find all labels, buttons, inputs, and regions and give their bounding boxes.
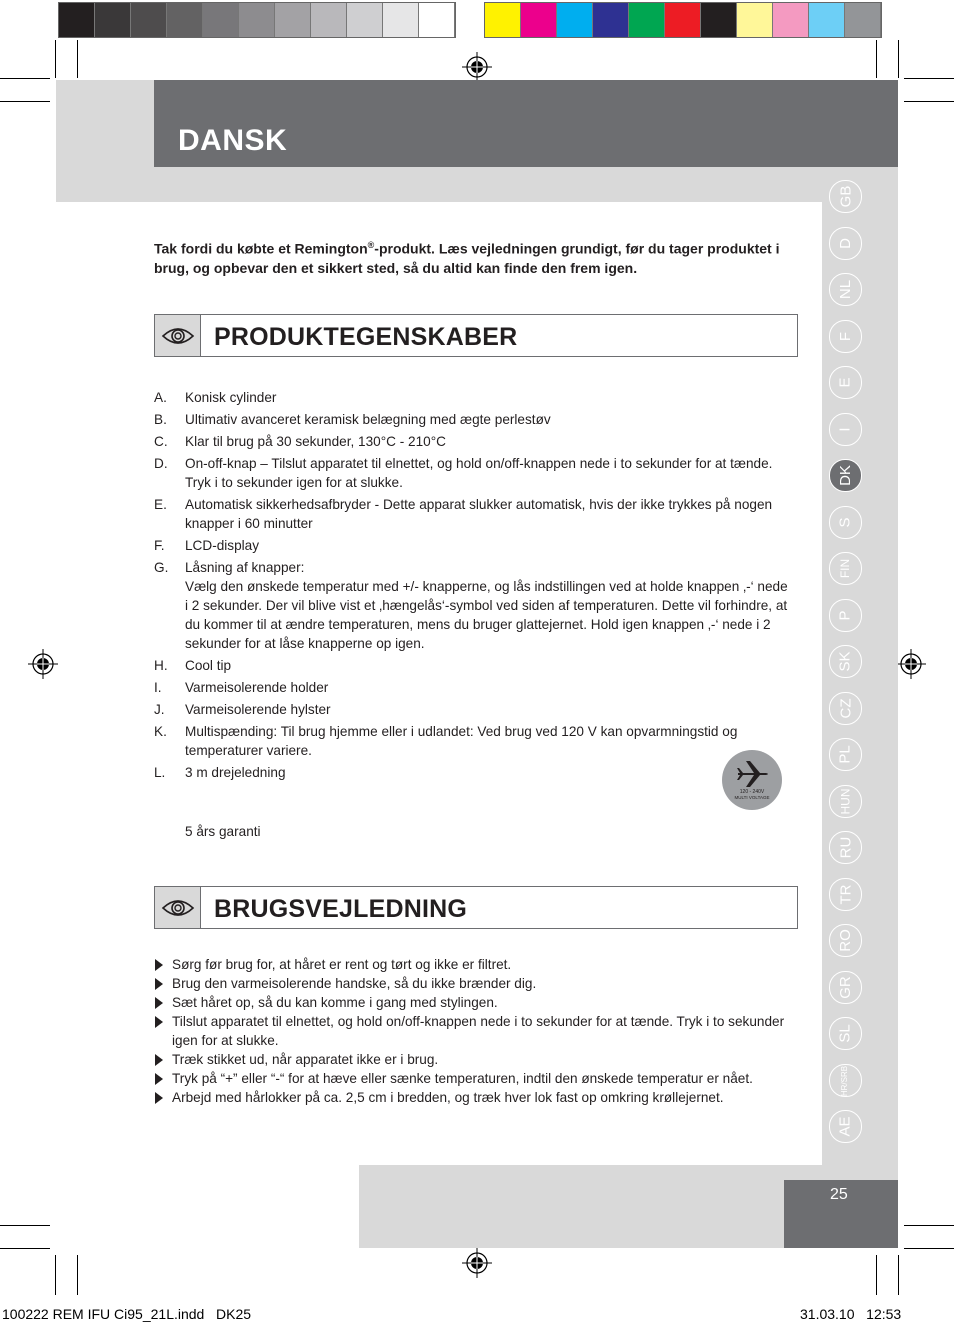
crop-mark	[55, 40, 56, 78]
crop-mark	[0, 78, 50, 79]
feature-text: Låsning af knapper:	[185, 560, 305, 575]
language-tab-sl[interactable]	[829, 1017, 862, 1050]
feature-item	[154, 410, 794, 429]
eye-icon-box	[155, 887, 201, 928]
file-slug: 100222 REM IFU Ci95_21L.indd DK25	[2, 1306, 252, 1322]
feature-item	[154, 495, 794, 533]
feature-letter: D.	[154, 456, 168, 471]
feature-text: Klar til brug på 30 sekunder, 130°C - 210°C	[185, 434, 446, 449]
language-tab-dk[interactable]	[829, 459, 862, 492]
color-swatch	[737, 3, 773, 37]
color-swatch	[593, 3, 629, 37]
airplane-icon	[722, 750, 782, 810]
language-tab-label: FIN	[838, 558, 852, 579]
intro-text-end: -produkt. Læs vejledningen grundigt, før du tager produktet i brug, og opbevar den et sikkert sted, så du altid kan finde den frem igen.	[154, 240, 780, 276]
features-section-header	[154, 314, 798, 357]
crop-mark	[55, 1255, 56, 1295]
crop-mark	[0, 101, 50, 102]
feature-item	[154, 454, 794, 492]
feature-item	[154, 656, 794, 675]
feature-letter: C.	[154, 434, 168, 449]
color-swatch	[809, 3, 845, 37]
feature-text: 3 m drejeledning	[185, 765, 286, 780]
multi-voltage-label: MULTI VOLTAGE	[734, 795, 770, 800]
grey-ramp-colorbar	[58, 2, 456, 38]
language-tab-label: CZ	[837, 698, 854, 719]
feature-text: LCD-display	[185, 538, 260, 553]
color-swatch	[131, 3, 167, 37]
usage-text: Sørg før brug for, at håret er rent og tørt og ikke er filtret.	[172, 957, 512, 972]
language-tab-nl[interactable]	[829, 273, 862, 306]
usage-text: Sæt håret op, så du kan komme i gang med stylingen.	[172, 995, 498, 1010]
language-tab-gb[interactable]	[829, 180, 862, 213]
color-swatch	[59, 3, 95, 37]
usage-title: BRUGSVEJLEDNING	[214, 895, 468, 923]
intro-paragraph	[154, 236, 794, 278]
crop-mark	[904, 1248, 954, 1249]
feature-letter: A.	[154, 390, 167, 405]
language-tab-label: E	[836, 377, 854, 388]
usage-text: Træk stikket ud, når apparatet ikke er i brug.	[172, 1052, 439, 1067]
language-tab-label: P	[836, 610, 854, 621]
color-swatch	[521, 3, 557, 37]
feature-item	[154, 388, 794, 407]
eye-icon-box	[155, 315, 201, 356]
usage-item	[154, 1050, 798, 1069]
page-number-box	[784, 1180, 898, 1248]
color-swatch	[347, 3, 383, 37]
eye-icon	[161, 325, 195, 347]
feature-text: Varmeisolerende holder	[185, 680, 329, 695]
feature-letter: K.	[154, 724, 167, 739]
bullet-arrow-icon	[155, 1092, 163, 1104]
feature-text: On-off-knap – Tilslut apparatet til elnettet, og hold on/off-knappen nede i to sekunder for at tænde. Tryk i to sekunder igen for at slukke.	[185, 456, 773, 490]
crop-mark	[898, 1255, 899, 1295]
bullet-arrow-icon	[155, 1073, 163, 1085]
language-tab-gr[interactable]	[829, 971, 862, 1004]
language-tab-label: RU	[836, 836, 854, 859]
crop-mark	[876, 1255, 877, 1295]
usage-item	[154, 974, 798, 993]
language-tab-label: TR	[837, 884, 854, 905]
language-tab-label: F	[836, 331, 854, 342]
feature-letter: J.	[154, 702, 165, 717]
feature-letter: B.	[154, 412, 167, 427]
usage-text: Tryk på “+” eller “-“ for at hæve eller sænke temperaturen, indtil den ønskede temperatur er nået.	[172, 1071, 753, 1086]
feature-text: Varmeisolerende hylster	[185, 702, 331, 717]
language-tab-label: I	[836, 427, 854, 432]
feature-text: Automatisk sikkerhedsafbryder - Dette apparat slukker automatisk, hvis der ikke trykkes på nogen knapper i 60 minutter	[185, 497, 773, 531]
color-swatch	[665, 3, 701, 37]
warranty-text: 5 års garanti	[185, 824, 261, 839]
color-swatch	[773, 3, 809, 37]
color-swatch	[275, 3, 311, 37]
bullet-arrow-icon	[155, 959, 163, 971]
language-tab-sk[interactable]	[829, 645, 862, 678]
usage-text: Arbejd med hårlokker på ca. 2,5 cm i bredden, og træk hver lok fast op omkring krøllejernet.	[172, 1090, 724, 1105]
bullet-arrow-icon	[155, 978, 163, 990]
feature-text: Ultimativ avanceret keramisk belægning med ægte perlestøv	[185, 412, 551, 427]
color-swatch	[239, 3, 275, 37]
usage-text: Tilslut apparatet til elnettet, og hold on/off-knappen nede i to sekunder for at tænde. Tryk i to sekunder igen for at slukke.	[172, 1014, 785, 1048]
usage-item	[154, 993, 798, 1012]
language-tab-ru[interactable]	[829, 831, 862, 864]
bullet-arrow-icon	[155, 997, 163, 1009]
crop-mark	[0, 1248, 50, 1249]
language-tab-label: SK	[836, 651, 854, 672]
features-list	[154, 388, 794, 785]
header-bar	[154, 80, 898, 167]
usage-text: Brug den varmeisolerende handske, så du ikke brænder dig.	[172, 976, 537, 991]
registered-mark: ®	[367, 240, 375, 250]
language-tab-label: HR/SRB	[840, 1065, 850, 1096]
usage-list	[154, 955, 798, 1107]
usage-item	[154, 1088, 798, 1107]
color-swatch	[419, 3, 455, 37]
eye-icon	[161, 897, 195, 919]
crop-mark	[904, 1225, 954, 1226]
language-tab-label: D	[837, 238, 854, 249]
color-swatch	[167, 3, 203, 37]
language-tab-i[interactable]	[829, 413, 862, 446]
page-number: 25	[830, 1186, 848, 1203]
feature-text: Konisk cylinder	[185, 390, 277, 405]
feature-letter: G.	[154, 560, 169, 575]
language-tab-label: HUN	[838, 788, 852, 815]
intro-text-start: Tak fordi du købte et Remington	[154, 240, 368, 257]
language-tab-hr-srb[interactable]	[829, 1064, 862, 1097]
color-swatch	[383, 3, 419, 37]
feature-letter: H.	[154, 658, 168, 673]
date-slug: 31.03.10 12:53	[800, 1306, 902, 1322]
registration-mark-icon	[462, 1248, 492, 1278]
feature-item	[154, 763, 794, 782]
feature-item	[154, 558, 794, 653]
usage-item	[154, 955, 798, 974]
language-tab-ae[interactable]	[829, 1110, 862, 1143]
feature-item	[154, 536, 794, 555]
feature-item	[154, 432, 794, 451]
language-tab-e[interactable]	[829, 366, 862, 399]
language-tab-p[interactable]	[829, 599, 862, 632]
language-tab-hun[interactable]	[829, 785, 862, 818]
color-swatch	[701, 3, 737, 37]
language-tab-tr[interactable]	[829, 878, 862, 911]
feature-subtext: Vælg den ønskede temperatur med +/- knapperne, og lås indstillingen ved at holde knappen ‚-‘ nede i 2 sekunder. Der vil blive vist et ‚hængelås‘-symbol ved siden af temperaturen. Dette vil forhindre, at du kommer til at ændre temperaturen, mens du bruger glattejernet. Hold igen knappen ‚-‘ nede i 2 sekunder for at låse knapperne op igen.	[185, 579, 788, 651]
language-tab-label: DK	[837, 465, 854, 486]
color-swatch	[485, 3, 521, 37]
registration-mark-icon	[462, 52, 492, 82]
page-title: DANSK	[178, 124, 288, 157]
usage-item	[154, 1069, 798, 1088]
feature-text: Multispænding: Til brug hjemme eller i udlandet: Ved brug ved 120 V kan opvarmningstid og temperaturer variere.	[185, 724, 738, 758]
color-swatch	[557, 3, 593, 37]
feature-letter: L.	[154, 765, 166, 780]
language-tab-label: PL	[836, 745, 854, 764]
language-tab-ro[interactable]	[829, 924, 862, 957]
color-swatch	[203, 3, 239, 37]
crop-mark	[0, 1225, 50, 1226]
features-title: PRODUKTEGENSKABER	[214, 323, 518, 351]
crop-mark	[898, 40, 899, 78]
color-swatch	[95, 3, 131, 37]
crop-mark	[904, 78, 954, 79]
process-colorbar	[484, 2, 882, 38]
feature-item	[154, 722, 794, 760]
language-tab-cz[interactable]	[829, 692, 862, 725]
language-tab-label: NL	[837, 279, 854, 300]
language-tab-label: AE	[836, 1116, 854, 1137]
language-tab-label: GR	[837, 976, 854, 999]
language-tab-label: SL	[836, 1024, 854, 1043]
language-tab-d[interactable]	[829, 227, 862, 260]
crop-mark	[77, 40, 78, 78]
feature-letter: I.	[154, 680, 162, 695]
multi-voltage-badge	[722, 750, 782, 810]
crop-mark	[77, 1255, 78, 1295]
crop-mark	[904, 101, 954, 102]
feature-item	[154, 678, 794, 697]
feature-item	[154, 700, 794, 719]
color-swatch	[311, 3, 347, 37]
language-tab-label: GB	[837, 185, 854, 208]
language-tab-label: RO	[837, 929, 854, 952]
language-tab-fin[interactable]	[829, 552, 862, 585]
language-tab-f[interactable]	[829, 320, 862, 353]
feature-letter: F.	[154, 538, 165, 553]
language-tab-s[interactable]	[829, 506, 862, 539]
language-tab-label: S	[836, 517, 854, 528]
registration-mark-icon	[896, 649, 926, 679]
color-swatch	[629, 3, 665, 37]
registration-mark-icon	[28, 649, 58, 679]
feature-letter: E.	[154, 497, 167, 512]
crop-mark	[876, 40, 877, 78]
usage-section-header	[154, 886, 798, 929]
usage-item	[154, 1012, 798, 1050]
bullet-arrow-icon	[155, 1016, 163, 1028]
voltage-range-label: 120 - 240V	[739, 789, 765, 795]
feature-text: Cool tip	[185, 658, 232, 673]
bullet-arrow-icon	[155, 1054, 163, 1066]
language-tab-pl[interactable]	[829, 738, 862, 771]
color-swatch	[845, 3, 881, 37]
